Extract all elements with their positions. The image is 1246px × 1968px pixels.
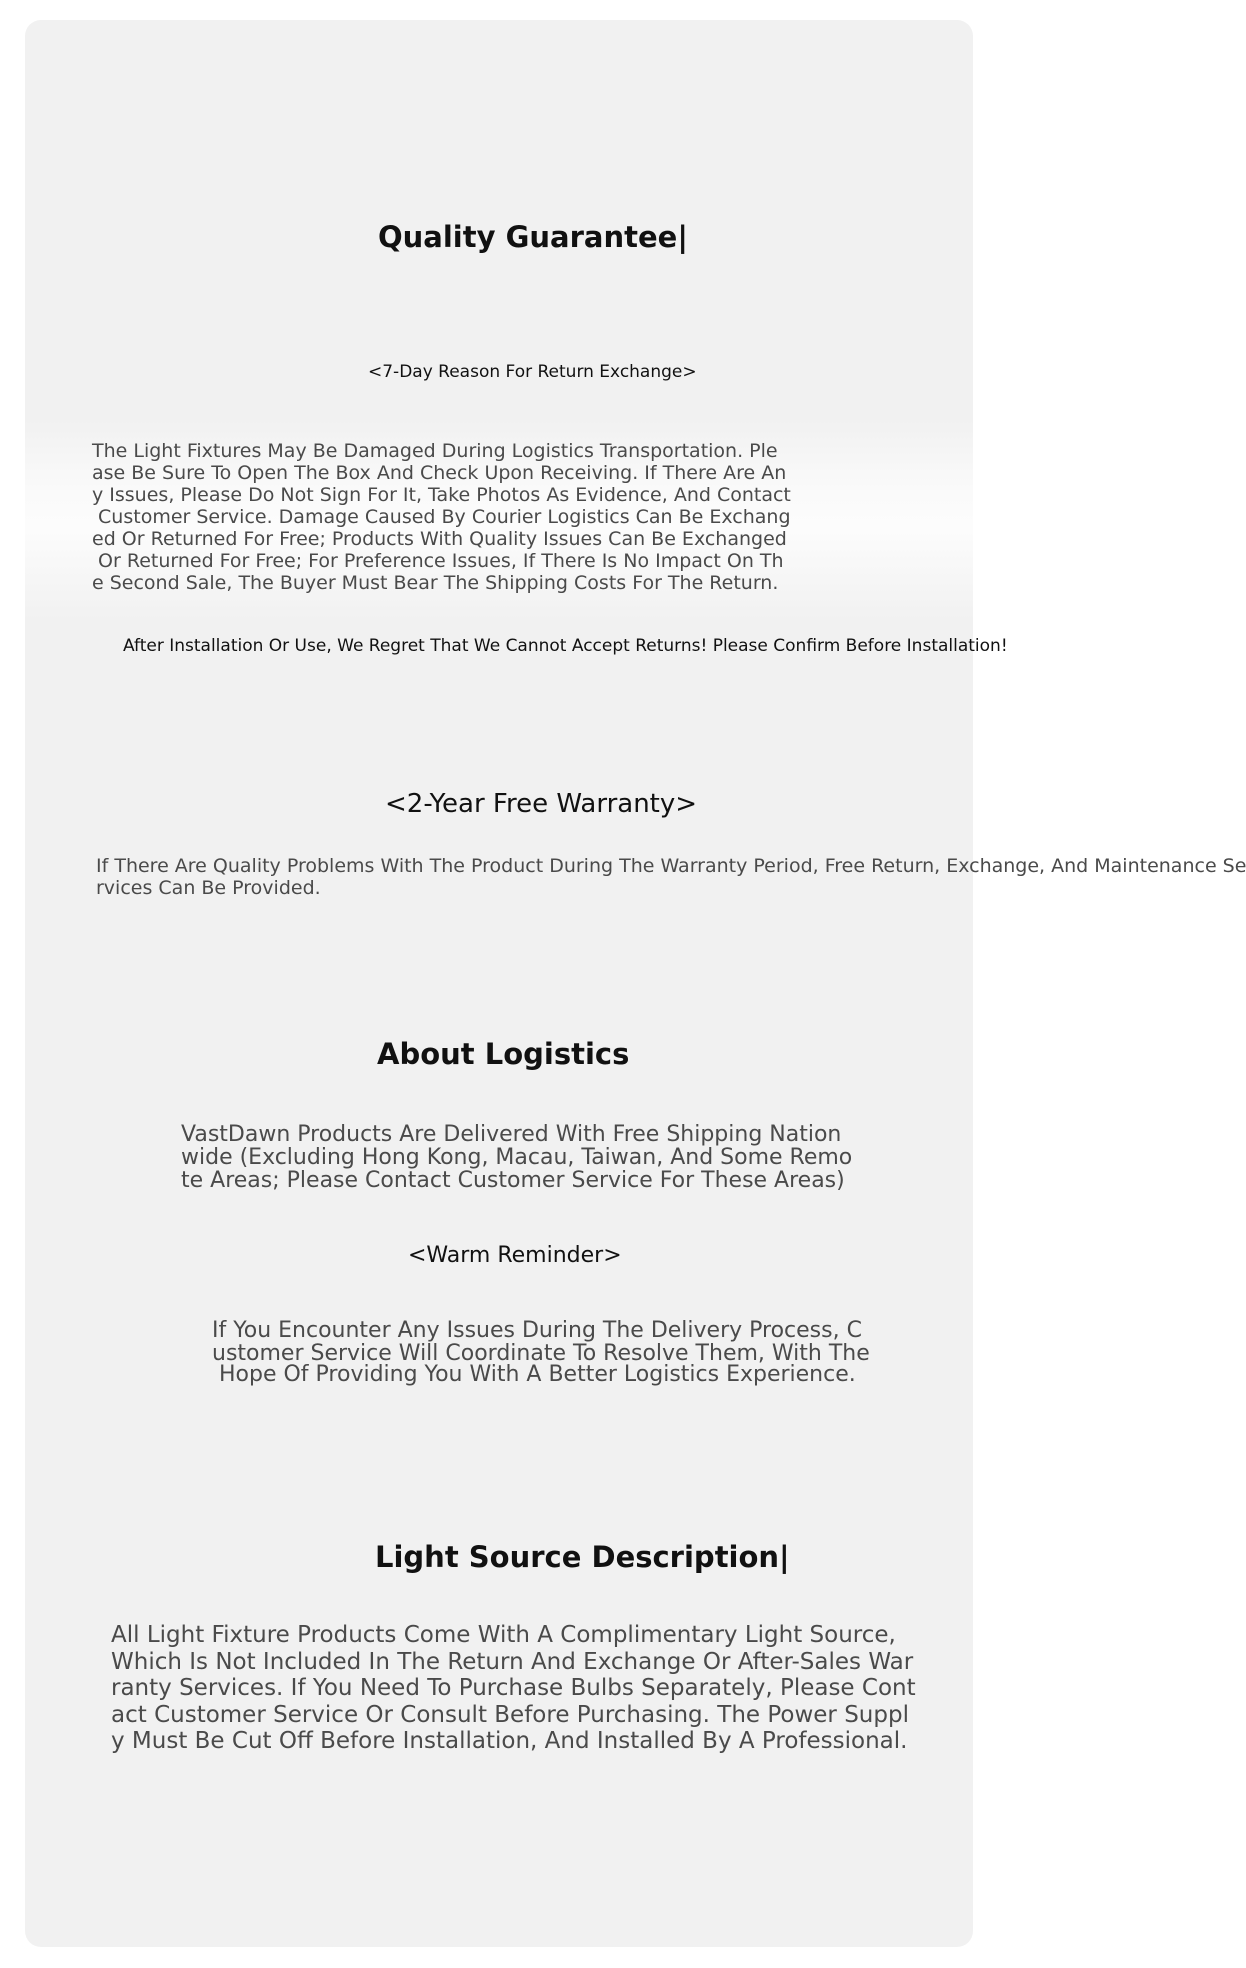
text-line: ustomer Service Will Coordinate To Resolve Them, With The [212, 1341, 870, 1366]
logistics-title: About Logistics [377, 1037, 630, 1071]
warranty-heading: <2-Year Free Warranty> [385, 789, 698, 819]
text-line: All Light Fixture Products Come With A Complimentary Light Source, [111, 1622, 896, 1648]
text-line: act Customer Service Or Consult Before Purchasing. The Power Suppl [111, 1702, 909, 1728]
text-line: If There Are Quality Problems With The Product During The Warranty Period, Free Return, Exchange, And Maintenance Se [96, 855, 1246, 877]
text-line: y Must Be Cut Off Before Installation, And Installed By A Professional. [111, 1728, 908, 1754]
reminder-heading: <Warm Reminder> [408, 1243, 622, 1268]
text-line: Or Returned For Free; For Preference Issues, If There Is No Impact On Th [92, 550, 784, 572]
text-line: Customer Service. Damage Caused By Courier Logistics Can Be Exchang [92, 506, 791, 528]
text-line: te Areas; Please Contact Customer Service For These Areas) [181, 1168, 845, 1193]
text-line: VastDawn Products Are Delivered With Free Shipping Nation [181, 1122, 842, 1147]
text-line: If You Encounter Any Issues During The Delivery Process, C [212, 1318, 862, 1343]
text-line: y Issues, Please Do Not Sign For It, Take Photos As Evidence, And Contact [92, 484, 791, 506]
text-line: e Second Sale, The Buyer Must Bear The Shipping Costs For The Return. [92, 572, 779, 594]
text-line: Which Is Not Included In The Return And Exchange Or After-Sales War [111, 1649, 914, 1675]
install-notice: After Installation Or Use, We Regret That We Cannot Accept Returns! Please Confirm Before Installation! [123, 636, 1008, 656]
text-line: ranty Services. If You Need To Purchase Bulbs Separately, Please Cont [111, 1675, 916, 1701]
text-line: rvices Can Be Provided. [96, 877, 321, 899]
text-line: Hope Of Providing You With A Better Logistics Experience. [212, 1362, 856, 1387]
quality-title: Quality Guarantee| [378, 220, 688, 254]
text-line: The Light Fixtures May Be Damaged During Logistics Transportation. Ple [92, 440, 778, 462]
return-heading: <7-Day Reason For Return Exchange> [368, 362, 697, 382]
text-line: wide (Excluding Hong Kong, Macau, Taiwan, And Some Remo [181, 1145, 853, 1170]
light-source-title: Light Source Description| [375, 1540, 790, 1574]
text-line: ed Or Returned For Free; Products With Quality Issues Can Be Exchanged [92, 528, 787, 550]
text-line: ase Be Sure To Open The Box And Check Upon Receiving. If There Are An [92, 462, 787, 484]
